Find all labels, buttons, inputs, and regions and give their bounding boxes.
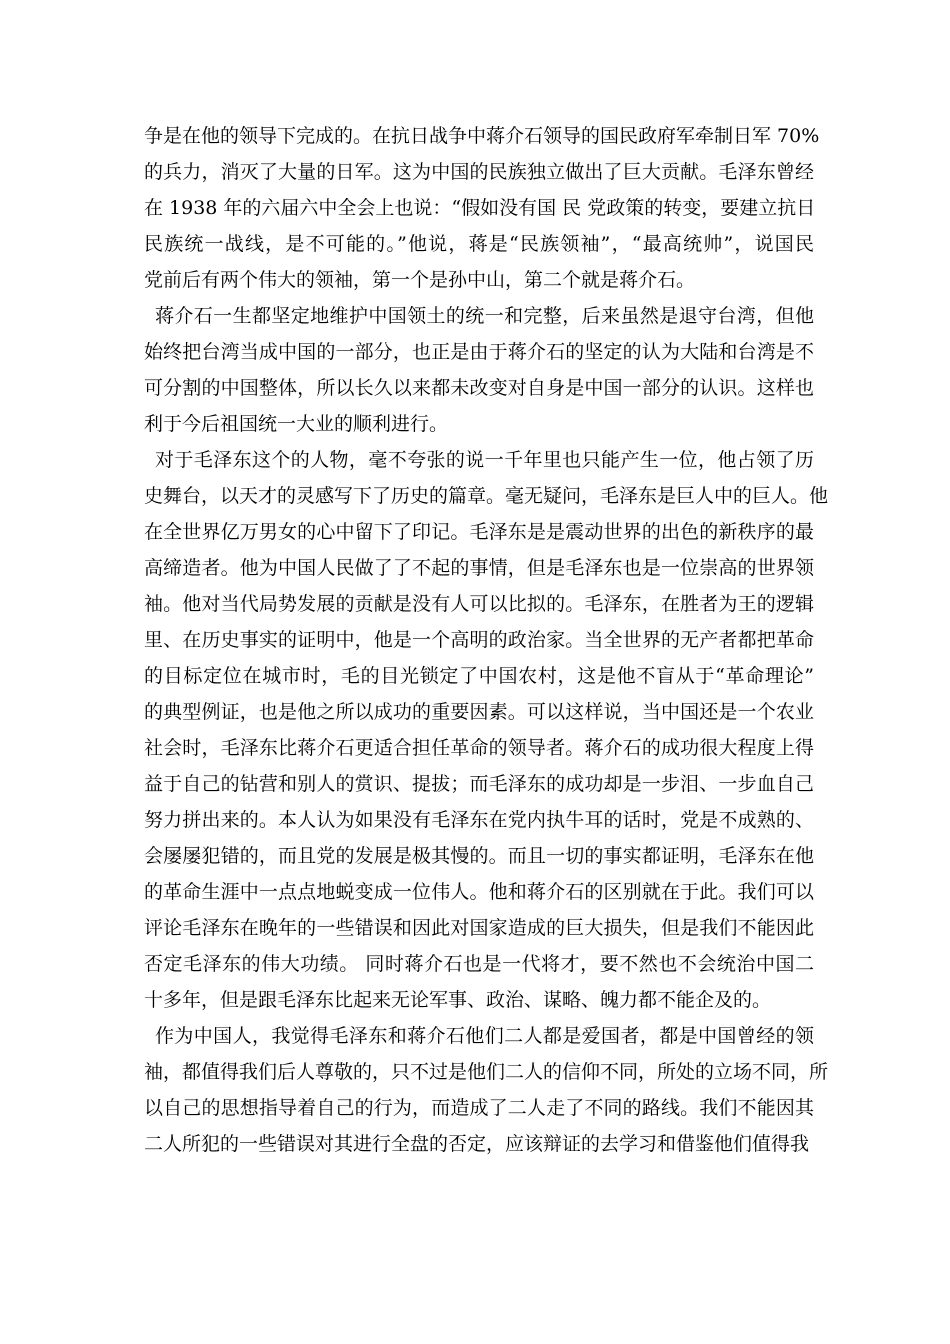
text-line: 以自己的思想指导着自己的行为，而造成了二人走了不同的路线。我们不能因其 bbox=[144, 1097, 814, 1119]
text-line: 高缔造者。他为中国人民做了了不起的事情，但是毛泽东也是一位崇高的世界领 bbox=[144, 557, 814, 579]
text-line: 否定毛泽东的伟大功绩。 同时蒋介石也是一代将才，要不然也不会统治中国二 bbox=[144, 953, 814, 975]
text-line: 始终把台湾当成中国的一部分，也正是由于蒋介石的坚定的认为大陆和台湾是不 bbox=[144, 341, 814, 363]
paragraph bbox=[144, 298, 814, 442]
text-line: 努力拼出来的。本人认为如果没有毛泽东在党内执牛耳的话时，党是不成熟的、 bbox=[144, 809, 814, 831]
text-line: 社会时，毛泽东比蒋介石更适合担任革命的领导者。蒋介石的成功很大程度上得 bbox=[144, 737, 814, 759]
text-line: 在全世界亿万男女的心中留下了印记。毛泽东是是震动世界的出色的新秩序的最 bbox=[144, 521, 814, 543]
paragraph bbox=[144, 1018, 829, 1162]
text-line: 利于今后祖国统一大业的顺利进行。 bbox=[144, 413, 449, 435]
text-line: 可分割的中国整体，所以长久以来都未改变对自身是中国一部分的认识。这样也 bbox=[144, 377, 814, 399]
text-line: 二人所犯的一些错误对其进行全盘的否定，应该辩证的去学习和借鉴他们值得我 bbox=[144, 1133, 810, 1155]
text-line: 益于自己的钻营和别人的赏识、提拔；而毛泽东的成功却是一步泪、一步血自己 bbox=[144, 773, 814, 795]
text-line: 蒋介石一生都坚定地维护中国领土的统一和完整，后来虽然是退守台湾，但他 bbox=[155, 305, 814, 327]
text-line: 的典型例证，也是他之所以成功的重要因素。可以这样说，当中国还是一个农业 bbox=[144, 701, 814, 723]
text-line: 袖。他对当代局势发展的贡献是没有人可以比拟的。毛泽东，在胜者为王的逻辑 bbox=[144, 593, 814, 615]
text-line: 里、在历史事实的证明中，他是一个高明的政治家。当全世界的无产者都把革命 bbox=[144, 629, 814, 651]
text-line: 的革命生涯中一点点地蜕变成一位伟人。他和蒋介石的区别就在于此。我们可以 bbox=[144, 881, 814, 903]
text-line: 史舞台，以天才的灵感写下了历史的篇章。毫无疑问，毛泽东是巨人中的巨人。他 bbox=[144, 485, 829, 507]
paragraph bbox=[144, 442, 829, 1018]
paragraph bbox=[144, 118, 820, 298]
text-line: 民族统一战线，是不可能的。”他说，蒋是“民族领袖”，“最高统帅”，说国民 bbox=[144, 233, 814, 255]
text-line: 评论毛泽东在晚年的一些错误和因此对国家造成的巨大损失，但是我们不能因此 bbox=[144, 917, 814, 939]
text-line: 的兵力，消灭了大量的日军。这为中国的民族独立做出了巨大贡献。毛泽东曾经 bbox=[144, 161, 814, 183]
text-line: 的目标定位在城市时，毛的目光锁定了中国农村，这是他不盲从于“革命理论” bbox=[144, 665, 814, 687]
document-body bbox=[144, 118, 829, 1162]
text-line: 会屡屡犯错的，而且党的发展是极其慢的。而且一切的事实都证明，毛泽东在他 bbox=[144, 845, 814, 867]
text-line: 十多年，但是跟毛泽东比起来无论军事、政治、谋略、魄力都不能企及的。 bbox=[144, 989, 772, 1011]
text-line: 在 1938 年的六届六中全会上也说：“假如没有国 民 党政策的转变，要建立抗日 bbox=[144, 197, 816, 219]
text-line: 争是在他的领导下完成的。在抗日战争中蒋介石领导的国民政府军牵制日军 70% bbox=[144, 125, 820, 147]
text-line: 对于毛泽东这个的人物，毫不夸张的说一千年里也只能产生一位，他占领了历 bbox=[155, 449, 814, 471]
text-line: 作为中国人，我觉得毛泽东和蒋介石他们二人都是爱国者，都是中国曾经的领 bbox=[155, 1025, 814, 1047]
text-line: 党前后有两个伟大的领袖，第一个是孙中山，第二个就是蒋介石。 bbox=[144, 269, 696, 291]
text-line: 袖，都值得我们后人尊敬的，只不过是他们二人的信仰不同，所处的立场不同，所 bbox=[144, 1061, 829, 1083]
